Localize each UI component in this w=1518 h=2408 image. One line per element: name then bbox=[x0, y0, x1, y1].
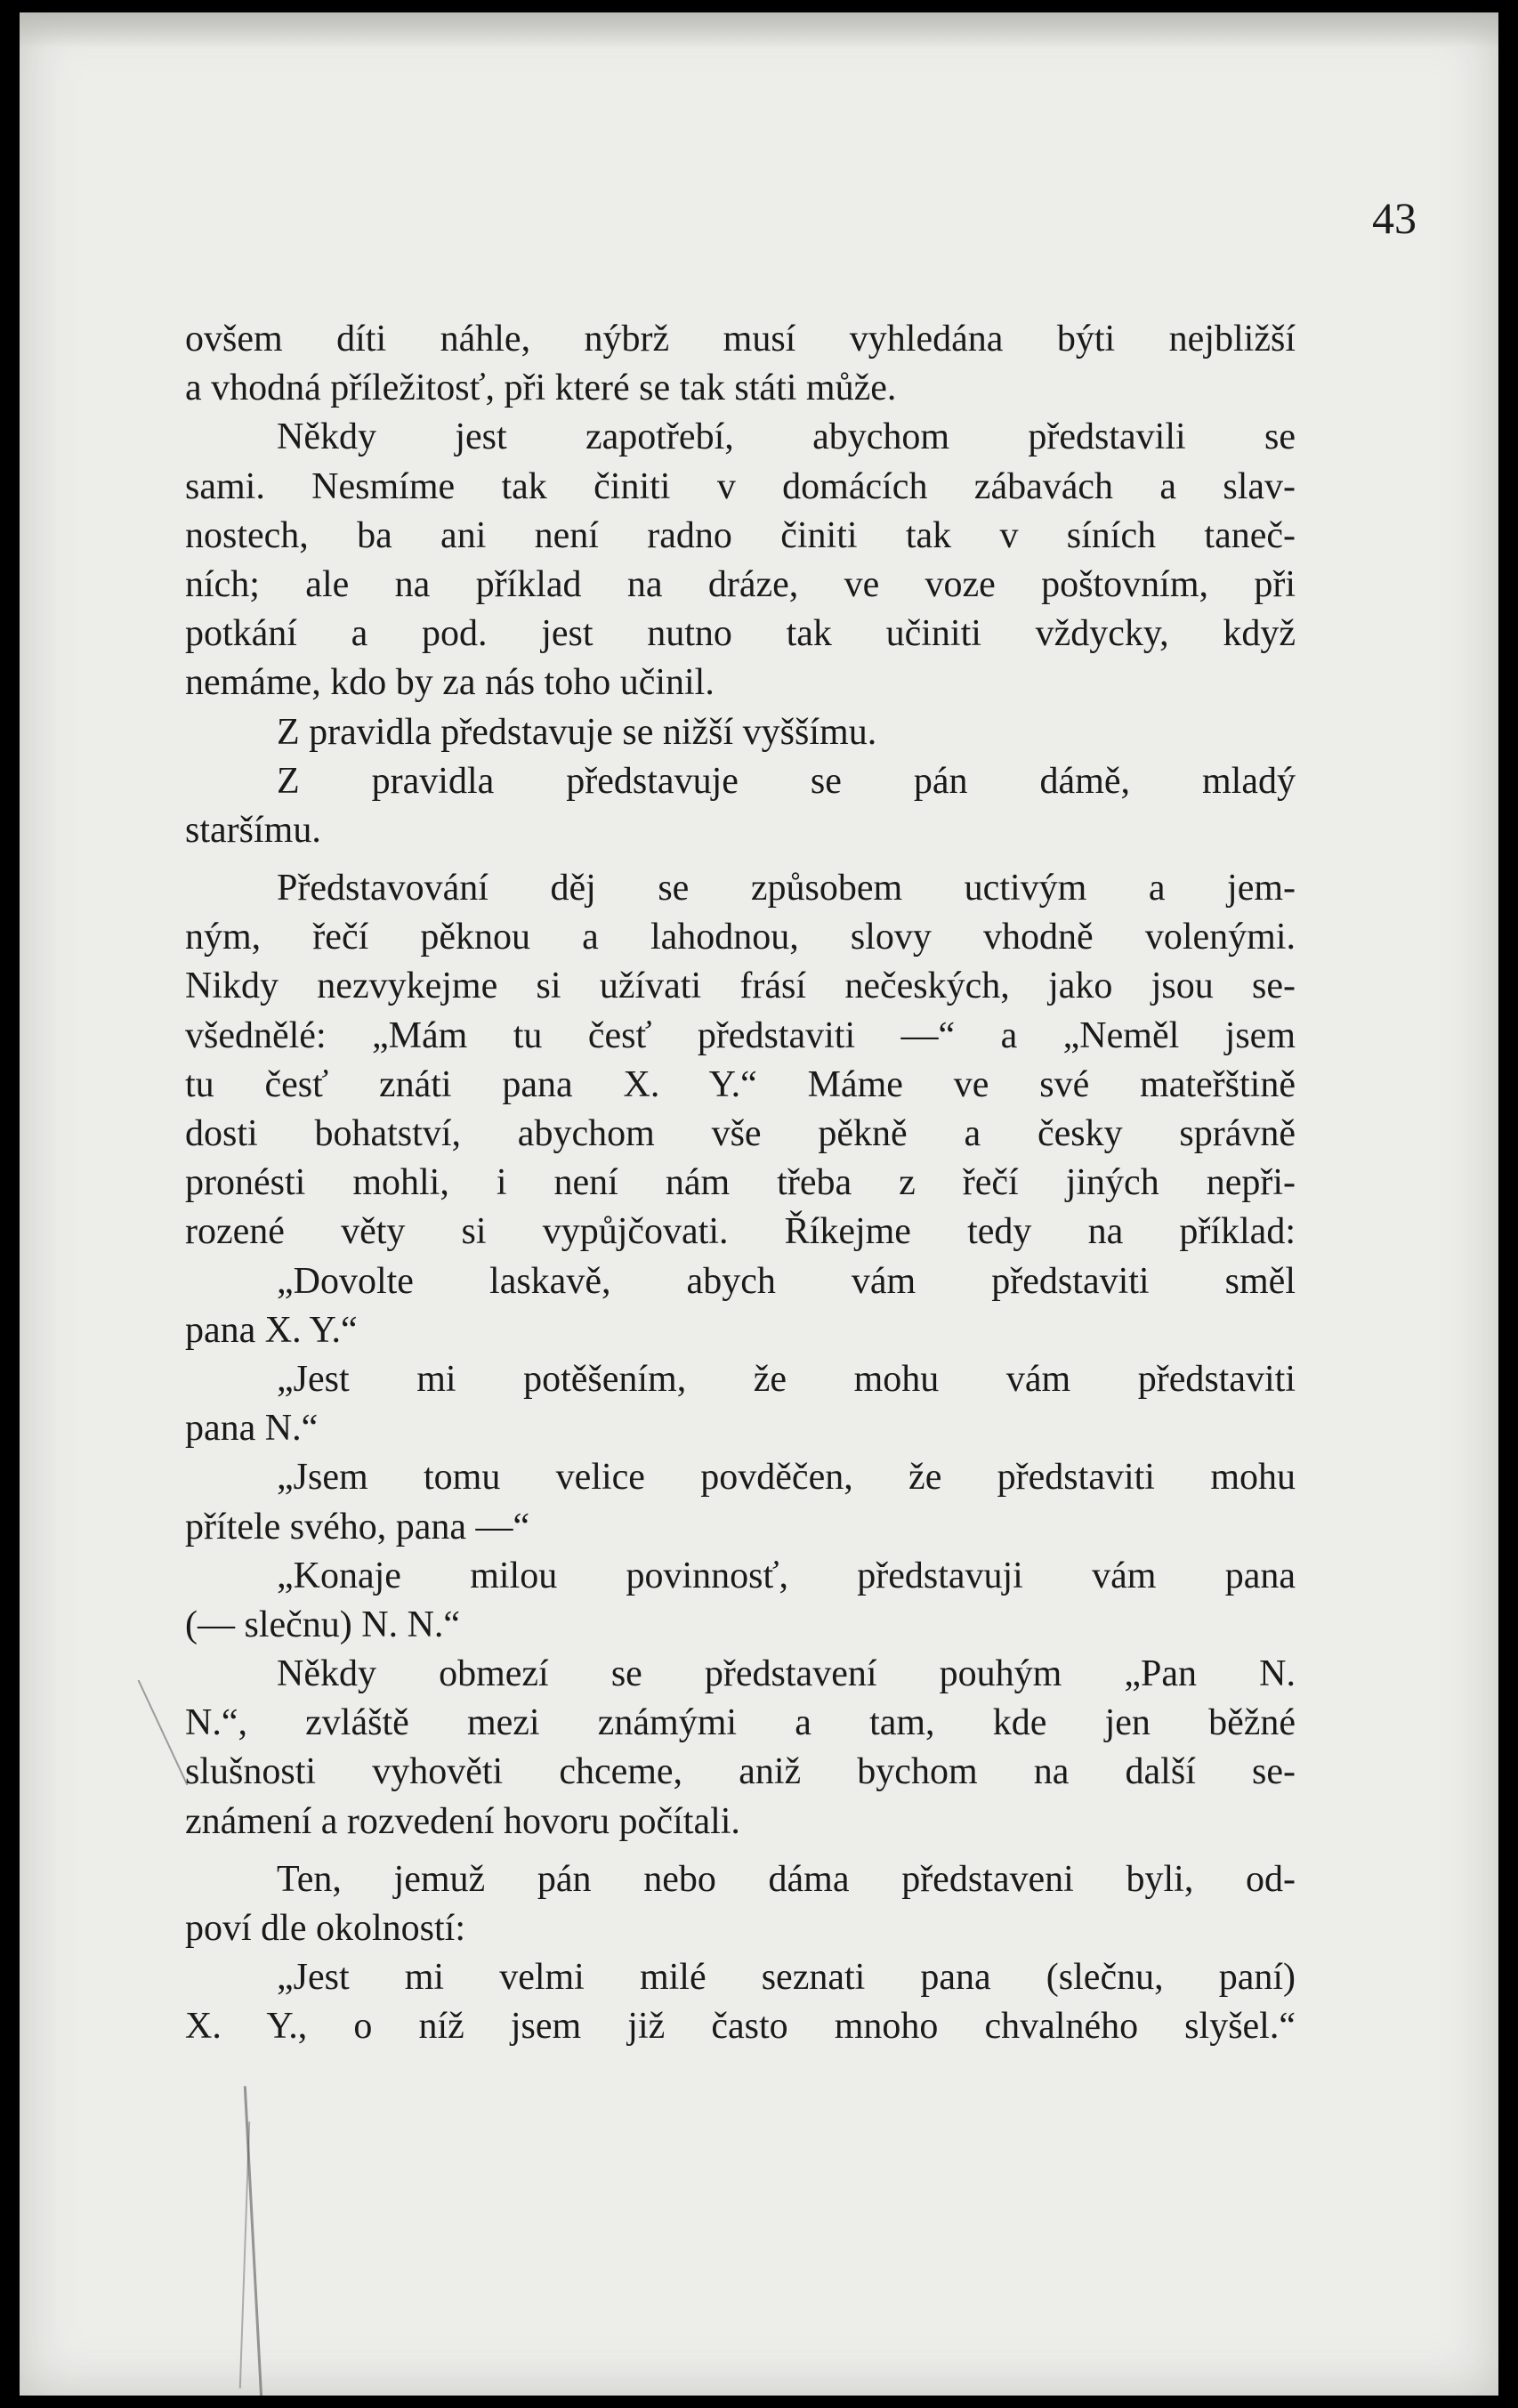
text-line: „Jest mi potěšením, že mohu vám představiti bbox=[277, 1358, 1296, 1400]
text-line: X. Y., o níž jsem již často mnoho chvalného slyšel.“ bbox=[185, 2006, 1296, 2048]
text-line: Z pravidla představuje se pán dámě, mladý bbox=[277, 760, 1296, 802]
text-line: přítele svého, pana —“ bbox=[185, 1506, 530, 1547]
text-line: Z pravidla představuje se nižší vyššímu. bbox=[277, 711, 877, 753]
text-line: ným, řečí pěknou a lahodnou, slovy vhodně volenými. bbox=[185, 917, 1296, 958]
text-line: Ten, jemuž pán nebo dáma představeni byli, od- bbox=[277, 1858, 1296, 1900]
scan-artifact-line bbox=[244, 2086, 264, 2396]
book-page bbox=[20, 12, 1498, 2396]
scan-artifact-line bbox=[239, 2121, 250, 2388]
body-text bbox=[185, 315, 1296, 2052]
text-line: pana X. Y.“ bbox=[185, 1309, 358, 1351]
text-line: poví dle okolností: bbox=[185, 1908, 465, 1949]
text-line: Někdy jest zapotřebí, abychom představili se bbox=[277, 416, 1296, 458]
text-line: nemáme, kdo by za nás toho učinil. bbox=[185, 662, 715, 704]
text-line: ních; ale na příklad na dráze, ve voze poštovním, při bbox=[185, 563, 1296, 605]
text-line: (— slečnu) N. N.“ bbox=[185, 1604, 461, 1645]
text-line: Někdy obmezí se představení pouhým „Pan N. bbox=[277, 1653, 1296, 1695]
text-line: sami. Nesmíme tak činiti v domácích zábavách a slav- bbox=[185, 465, 1296, 507]
text-line: „Jsem tomu velice povděčen, že představiti mohu bbox=[277, 1457, 1296, 1499]
text-line: pronésti mohli, i není nám třeba z řečí jiných nepři- bbox=[185, 1162, 1296, 1204]
text-line: dosti bohatství, abychom vše pěkně a česky správně bbox=[185, 1113, 1296, 1154]
text-line: „Jest mi velmi milé seznati pana (slečnu, paní) bbox=[277, 1957, 1296, 1999]
text-line: známení a rozvedení hovoru počítali. bbox=[185, 1800, 740, 1842]
text-line: všednělé: „Mám tu česť představiti —“ a „Neměl jsem bbox=[185, 1014, 1296, 1056]
text-line: pana N.“ bbox=[185, 1408, 319, 1450]
text-line: N.“, zvláště mezi známými a tam, kde jen běžné bbox=[185, 1702, 1296, 1744]
page-number: 43 bbox=[1372, 193, 1417, 243]
text-line: „Konaje milou povinnosť, představuji vám pana bbox=[277, 1555, 1296, 1596]
text-line: Představování děj se způsobem uctivým a jem- bbox=[277, 868, 1296, 909]
text-line: Nikdy nezvykejme si užívati frásí nečeských, jako jsou se- bbox=[185, 966, 1296, 1007]
page-edge-shadow bbox=[20, 12, 1498, 48]
text-line: „Dovolte laskavě, abych vám představiti směl bbox=[277, 1260, 1296, 1302]
scan-artifact-line bbox=[138, 1680, 189, 1786]
text-line: ovšem díti náhle, nýbrž musí vyhledána býti nejbližší bbox=[185, 319, 1296, 360]
text-line: potkání a pod. jest nutno tak učiniti vždycky, když bbox=[185, 613, 1296, 655]
text-line: tu česť znáti pana X. Y.“ Máme ve své mateřštině bbox=[185, 1063, 1296, 1105]
text-line: rozené věty si vypůjčovati. Říkejme tedy na příklad: bbox=[185, 1211, 1296, 1253]
text-line: a vhodná příležitosť, při které se tak státi může. bbox=[185, 368, 897, 409]
text-line: slušnosti vyhověti chceme, aniž bychom na další se- bbox=[185, 1751, 1296, 1793]
text-line: staršímu. bbox=[185, 809, 321, 851]
text-line: nostech, ba ani není radno činiti tak v síních taneč- bbox=[185, 514, 1296, 556]
